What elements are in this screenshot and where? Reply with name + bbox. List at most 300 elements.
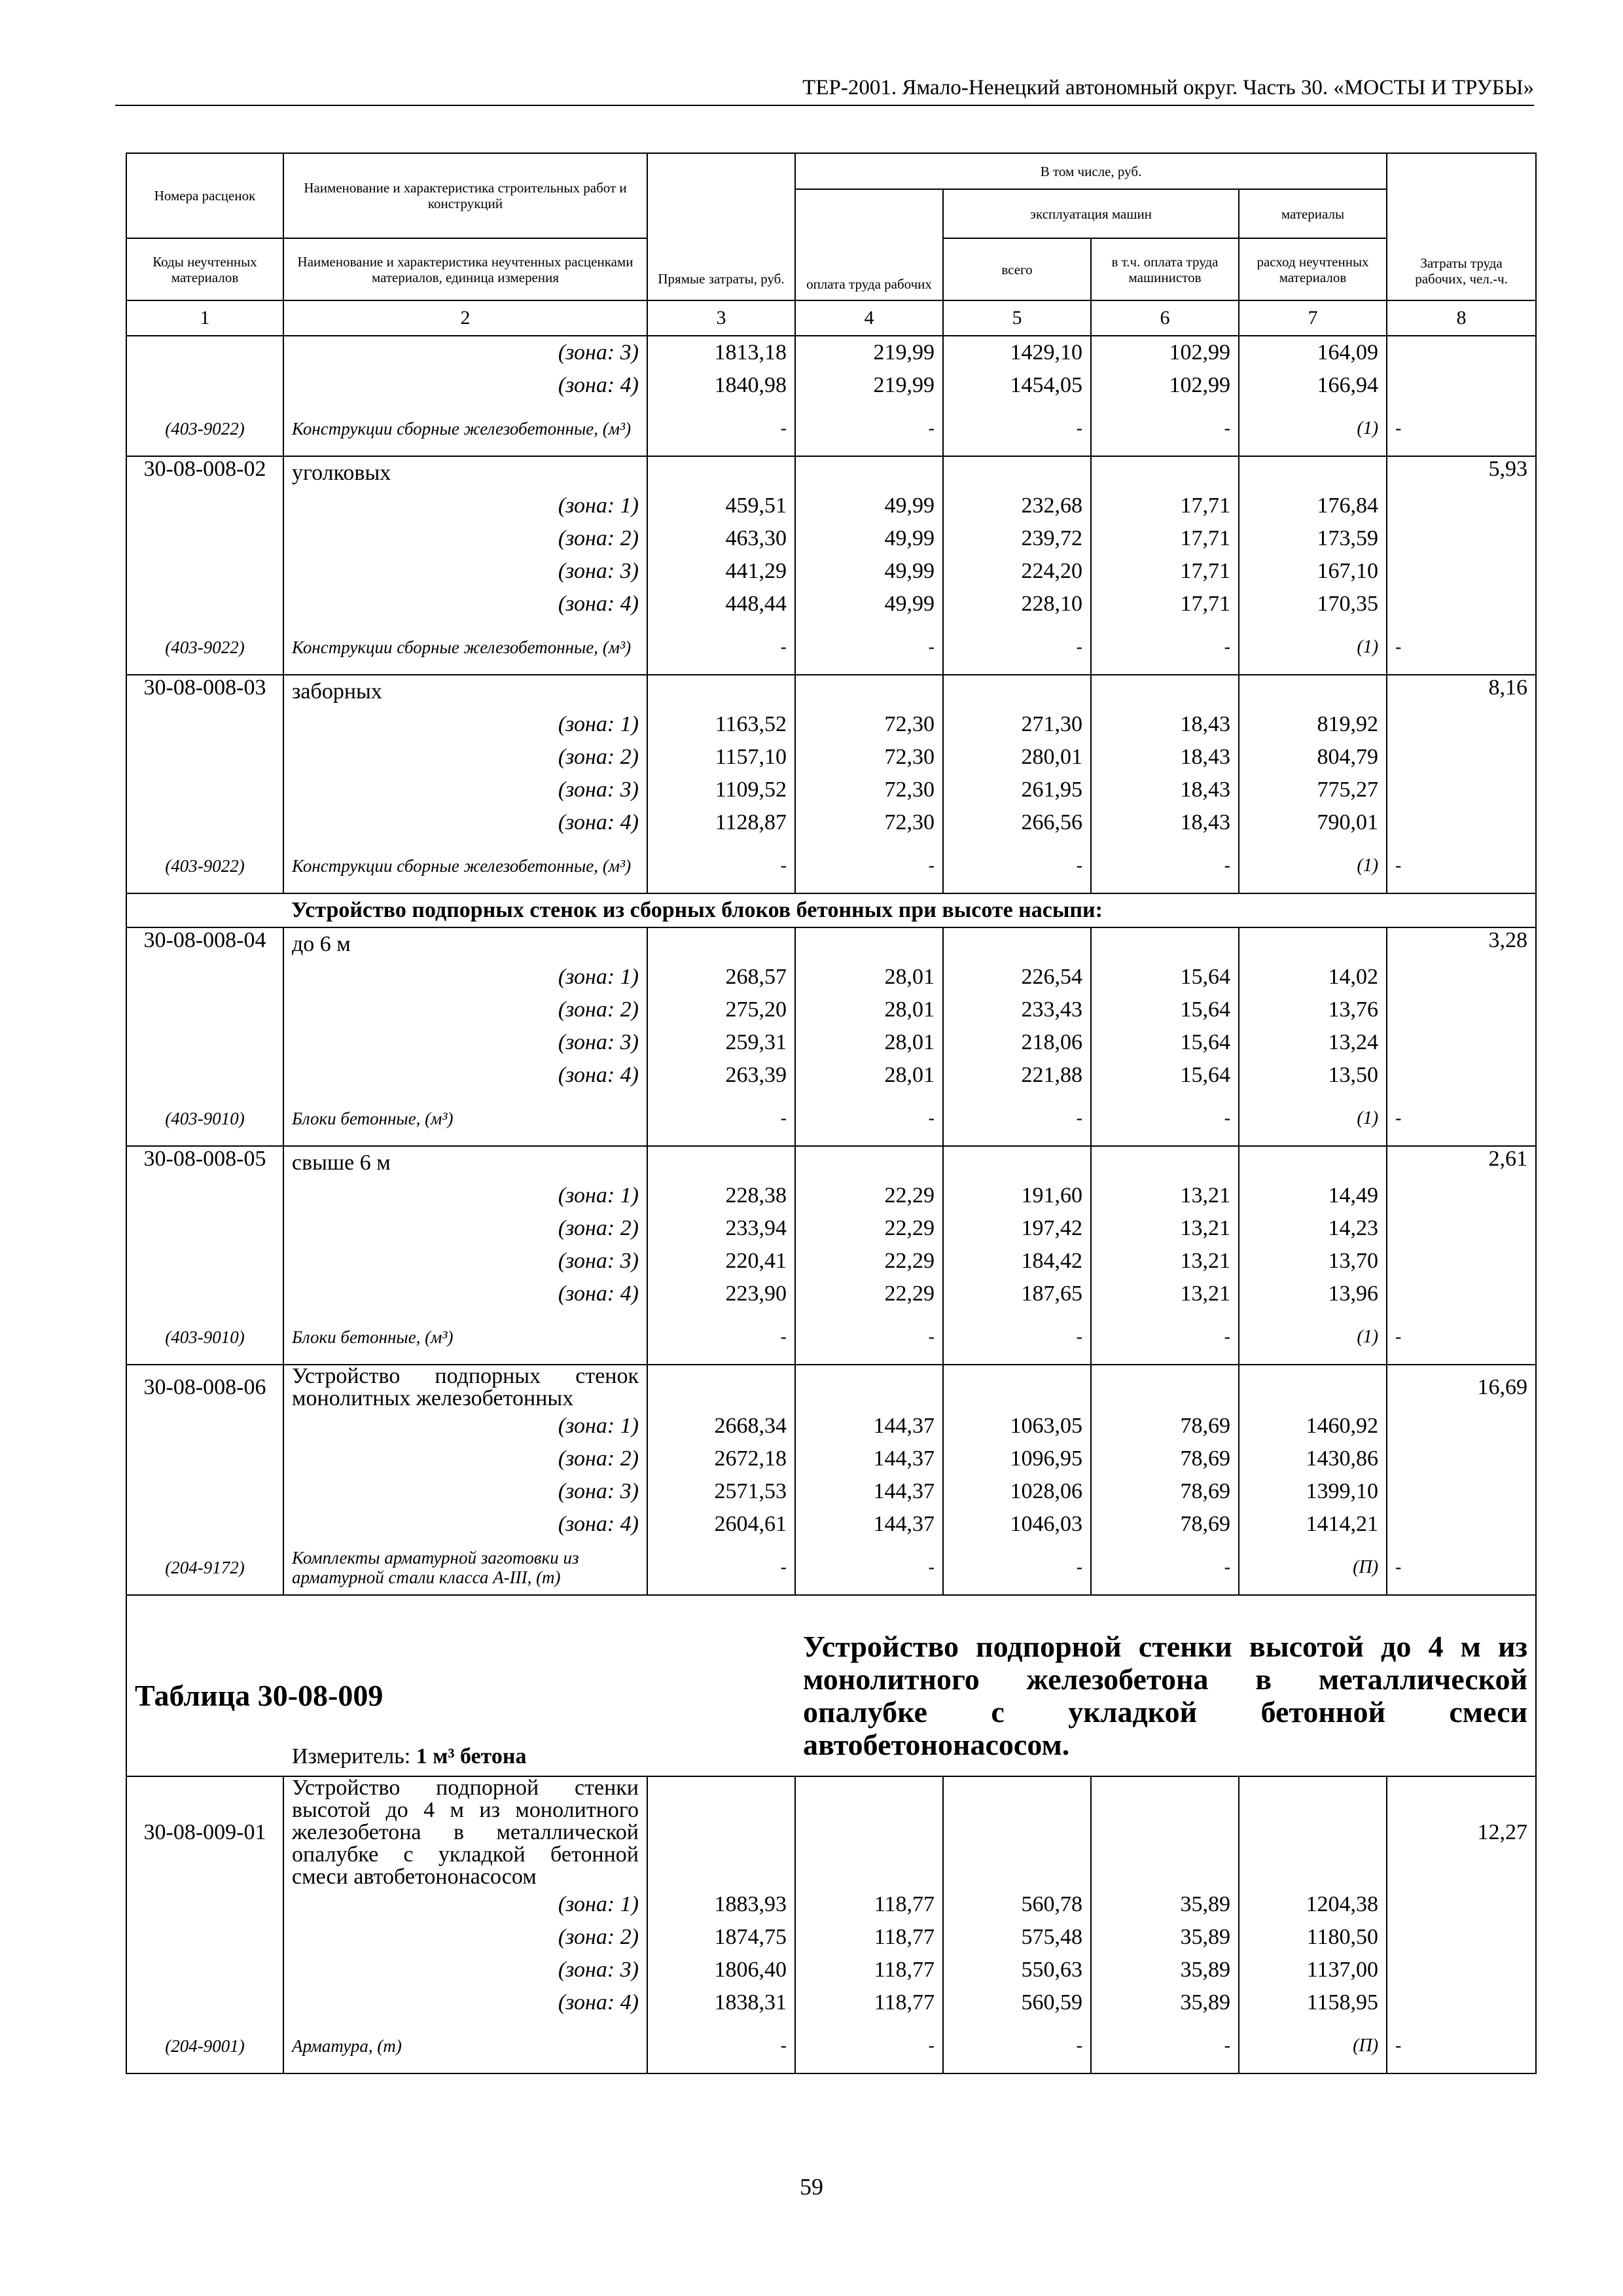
materials-cost: 166,94 xyxy=(1239,369,1387,402)
materials-cost: 1158,95 xyxy=(1239,1986,1387,2019)
machinist-pay: 15,64 xyxy=(1091,994,1239,1026)
zone-label: (зона: 1) xyxy=(283,961,647,994)
header-rule xyxy=(115,105,1534,106)
materials-cost: 13,76 xyxy=(1239,994,1387,1026)
direct-cost: 1840,98 xyxy=(647,369,795,402)
material-dash: - xyxy=(647,1541,795,1595)
column-number: 4 xyxy=(795,300,943,336)
worker-pay: 144,37 xyxy=(795,1410,943,1443)
table-head xyxy=(126,153,1536,336)
materials-cost: 1430,86 xyxy=(1239,1443,1387,1475)
material-value: (1) xyxy=(1239,1092,1387,1146)
worker-pay: 28,01 xyxy=(795,961,943,994)
materials-cost: 176,84 xyxy=(1239,490,1387,522)
material-row xyxy=(126,1541,1536,1595)
machinist-pay: 78,69 xyxy=(1091,1410,1239,1443)
rate-row xyxy=(126,927,1536,961)
material-dash: - xyxy=(943,1092,1091,1146)
machines-total: 560,78 xyxy=(943,1888,1091,1921)
materials-cost: 13,70 xyxy=(1239,1245,1387,1278)
col-5-header: всего xyxy=(943,238,1091,300)
materials-cost: 167,10 xyxy=(1239,555,1387,588)
machines-total: 218,06 xyxy=(943,1026,1091,1059)
zone-label: (зона: 3) xyxy=(283,555,647,588)
machines-total: 1028,06 xyxy=(943,1475,1091,1508)
measure-label: Измеритель: xyxy=(292,1744,411,1768)
material-name: Конструкции сборные железобетонные, (м³) xyxy=(283,620,647,675)
materials-cost: 164,09 xyxy=(1239,336,1387,369)
zone-row xyxy=(126,336,1536,369)
material-name: Конструкции сборные железобетонные, (м³) xyxy=(283,839,647,893)
machinist-pay: 78,69 xyxy=(1091,1508,1239,1541)
zone-row xyxy=(126,1954,1536,1986)
direct-cost: 1874,75 xyxy=(647,1921,795,1954)
direct-cost: 1109,52 xyxy=(647,774,795,806)
direct-cost: 223,90 xyxy=(647,1278,795,1310)
machinist-pay: 78,69 xyxy=(1091,1443,1239,1475)
worker-pay: 22,29 xyxy=(795,1179,943,1212)
materials-cost: 1137,00 xyxy=(1239,1954,1387,1986)
zone-row xyxy=(126,1410,1536,1443)
material-dash: - xyxy=(1387,1092,1536,1146)
labor-cost: 12,27 xyxy=(1387,1776,1536,1888)
materials-cost: 14,49 xyxy=(1239,1179,1387,1212)
rate-name: Устройство подпорных стенок монолитных железобетонных xyxy=(283,1365,647,1410)
machinist-pay: 17,71 xyxy=(1091,490,1239,522)
materials-cost: 14,23 xyxy=(1239,1212,1387,1245)
material-dash: - xyxy=(1091,1092,1239,1146)
machines-total: 232,68 xyxy=(943,490,1091,522)
direct-cost: 2668,34 xyxy=(647,1410,795,1443)
material-code: (403-9022) xyxy=(126,402,283,456)
zone-label: (зона: 3) xyxy=(283,1026,647,1059)
direct-cost: 1806,40 xyxy=(647,1954,795,1986)
zone-label: (зона: 4) xyxy=(283,1986,647,2019)
col-4-header: оплата труда рабочих xyxy=(795,189,943,300)
machinist-pay: 13,21 xyxy=(1091,1278,1239,1310)
machinist-pay: 35,89 xyxy=(1091,1954,1239,1986)
worker-pay: 72,30 xyxy=(795,741,943,774)
material-dash: - xyxy=(795,1541,943,1595)
material-dash: - xyxy=(1091,839,1239,893)
material-row xyxy=(126,402,1536,456)
worker-pay: 118,77 xyxy=(795,1954,943,1986)
zone-label: (зона: 2) xyxy=(283,994,647,1026)
machines-total: 1429,10 xyxy=(943,336,1091,369)
material-value: (1) xyxy=(1239,620,1387,675)
rate-row xyxy=(126,1146,1536,1179)
machinist-pay: 35,89 xyxy=(1091,1888,1239,1921)
column-number: 1 xyxy=(126,300,283,336)
machines-header: эксплуатация машин xyxy=(943,189,1239,238)
col-2-bottom-header: Наименование и характеристика неучтенных расценками материалов, единица измерения xyxy=(283,238,647,300)
direct-cost: 459,51 xyxy=(647,490,795,522)
machines-total: 187,65 xyxy=(943,1278,1091,1310)
material-value: (П) xyxy=(1239,2019,1387,2073)
material-name: Арматура, (т) xyxy=(283,2019,647,2073)
zone-label: (зона: 4) xyxy=(283,369,647,402)
worker-pay: 22,29 xyxy=(795,1245,943,1278)
worker-pay: 219,99 xyxy=(795,369,943,402)
worker-pay: 49,99 xyxy=(795,490,943,522)
worker-pay: 144,37 xyxy=(795,1475,943,1508)
material-value: (1) xyxy=(1239,839,1387,893)
worker-pay: 28,01 xyxy=(795,1059,943,1092)
material-dash: - xyxy=(943,2019,1091,2073)
machinist-pay: 35,89 xyxy=(1091,1986,1239,2019)
section-title: Устройство подпорных стенок из сборных блоков бетонных при высоте насыпи: xyxy=(283,893,1536,927)
zone-row xyxy=(126,369,1536,402)
zone-label: (зона: 3) xyxy=(283,336,647,369)
zone-row xyxy=(126,1986,1536,2019)
material-row xyxy=(126,2019,1536,2073)
worker-pay: 118,77 xyxy=(795,1921,943,1954)
machines-total: 233,43 xyxy=(943,994,1091,1026)
zone-label: (зона: 2) xyxy=(283,741,647,774)
machines-total: 550,63 xyxy=(943,1954,1091,1986)
material-dash: - xyxy=(795,1092,943,1146)
zone-row xyxy=(126,1245,1536,1278)
worker-pay: 28,01 xyxy=(795,1026,943,1059)
labor-cost: 2,61 xyxy=(1387,1146,1536,1179)
material-code: (403-9010) xyxy=(126,1092,283,1146)
material-value: (1) xyxy=(1239,1310,1387,1365)
material-dash: - xyxy=(647,1310,795,1365)
zone-label: (зона: 3) xyxy=(283,1475,647,1508)
machinist-pay: 102,99 xyxy=(1091,369,1239,402)
rate-name: заборных xyxy=(283,675,647,708)
materials-cost: 13,24 xyxy=(1239,1026,1387,1059)
material-dash: - xyxy=(943,839,1091,893)
machinist-pay: 35,89 xyxy=(1091,1921,1239,1954)
materials-cost: 13,96 xyxy=(1239,1278,1387,1310)
zone-row xyxy=(126,1888,1536,1921)
material-value: (1) xyxy=(1239,402,1387,456)
material-dash: - xyxy=(943,402,1091,456)
zone-row xyxy=(126,1179,1536,1212)
material-code: (403-9022) xyxy=(126,839,283,893)
machines-total: 228,10 xyxy=(943,588,1091,620)
zone-row xyxy=(126,994,1536,1026)
zone-row xyxy=(126,741,1536,774)
zone-row xyxy=(126,588,1536,620)
machines-total: 261,95 xyxy=(943,774,1091,806)
machines-total: 184,42 xyxy=(943,1245,1091,1278)
zone-label: (зона: 3) xyxy=(283,774,647,806)
material-dash: - xyxy=(1387,402,1536,456)
zone-label: (зона: 4) xyxy=(283,1278,647,1310)
col-2-top-header: Наименование и характеристика строительных работ и конструкций xyxy=(283,153,647,238)
direct-cost: 463,30 xyxy=(647,522,795,555)
rate-name: до 6 м xyxy=(283,927,647,961)
machinist-pay: 17,71 xyxy=(1091,522,1239,555)
material-dash: - xyxy=(1387,839,1536,893)
material-name: Конструкции сборные железобетонные, (м³) xyxy=(283,402,647,456)
col-7-header: расход неучтенных материалов xyxy=(1239,238,1387,300)
material-name: Блоки бетонные, (м³) xyxy=(283,1092,647,1146)
material-dash: - xyxy=(647,1092,795,1146)
running-header: ТЕР-2001. Ямало-Ненецкий автономный округ. Часть 30. «МОСТЫ И ТРУБЫ» xyxy=(802,76,1534,99)
machines-total: 271,30 xyxy=(943,708,1091,741)
measure-value: 1 м³ бетона xyxy=(416,1744,527,1768)
material-dash: - xyxy=(1387,620,1536,675)
machinist-pay: 102,99 xyxy=(1091,336,1239,369)
section-heading xyxy=(126,893,1536,927)
material-dash: - xyxy=(1091,2019,1239,2073)
table-body-3 xyxy=(126,1776,1536,2073)
worker-pay: 72,30 xyxy=(795,806,943,839)
material-dash: - xyxy=(1091,402,1239,456)
rate-code: 30-08-008-04 xyxy=(126,927,283,961)
machinist-pay: 15,64 xyxy=(1091,1026,1239,1059)
material-row xyxy=(126,1092,1536,1146)
materials-cost: 775,27 xyxy=(1239,774,1387,806)
zone-row xyxy=(126,961,1536,994)
table-30-08-009-heading xyxy=(126,1595,1536,1776)
materials-cost: 804,79 xyxy=(1239,741,1387,774)
material-dash: - xyxy=(795,2019,943,2073)
material-name: Комплекты арматурной заготовки из арматурной стали класса А-III, (т) xyxy=(283,1541,647,1595)
labor-cost: 3,28 xyxy=(1387,927,1536,961)
column-number: 5 xyxy=(943,300,1091,336)
zone-label: (зона: 2) xyxy=(283,1212,647,1245)
rate-row xyxy=(126,1365,1536,1410)
zone-label: (зона: 4) xyxy=(283,806,647,839)
material-dash: - xyxy=(1091,1541,1239,1595)
materials-cost: 1204,38 xyxy=(1239,1888,1387,1921)
zone-row xyxy=(126,1026,1536,1059)
machines-total: 280,01 xyxy=(943,741,1091,774)
material-dash: - xyxy=(647,620,795,675)
measure xyxy=(292,1744,527,1769)
zone-row xyxy=(126,1059,1536,1092)
materials-cost: 170,35 xyxy=(1239,588,1387,620)
material-dash: - xyxy=(1387,2019,1536,2073)
rate-row xyxy=(126,675,1536,708)
materials-cost: 790,01 xyxy=(1239,806,1387,839)
zone-label: (зона: 2) xyxy=(283,522,647,555)
machines-total: 560,59 xyxy=(943,1986,1091,2019)
direct-cost: 441,29 xyxy=(647,555,795,588)
zone-row xyxy=(126,806,1536,839)
rate-name: свыше 6 м xyxy=(283,1146,647,1179)
material-dash: - xyxy=(1091,1310,1239,1365)
material-dash: - xyxy=(647,839,795,893)
material-dash: - xyxy=(795,1310,943,1365)
machines-total: 191,60 xyxy=(943,1179,1091,1212)
material-row xyxy=(126,1310,1536,1365)
machinist-pay: 18,43 xyxy=(1091,741,1239,774)
rate-name: уголковых xyxy=(283,456,647,490)
zone-label: (зона: 2) xyxy=(283,1443,647,1475)
direct-cost: 1128,87 xyxy=(647,806,795,839)
direct-cost: 220,41 xyxy=(647,1245,795,1278)
col-1-bottom-header: Коды неучтенных материалов xyxy=(126,238,283,300)
rate-row xyxy=(126,1776,1536,1888)
zone-label: (зона: 3) xyxy=(283,1245,647,1278)
materials-cost: 1460,92 xyxy=(1239,1410,1387,1443)
worker-pay: 28,01 xyxy=(795,994,943,1026)
machinist-pay: 78,69 xyxy=(1091,1475,1239,1508)
materials-cost: 1399,10 xyxy=(1239,1475,1387,1508)
zone-label: (зона: 4) xyxy=(283,1508,647,1541)
zone-label: (зона: 1) xyxy=(283,1410,647,1443)
rate-code: 30-08-008-05 xyxy=(126,1146,283,1179)
material-row xyxy=(126,839,1536,893)
material-name: Блоки бетонные, (м³) xyxy=(283,1310,647,1365)
machinist-pay: 13,21 xyxy=(1091,1212,1239,1245)
zone-label: (зона: 1) xyxy=(283,1179,647,1212)
machinist-pay: 18,43 xyxy=(1091,708,1239,741)
materials-cost: 14,02 xyxy=(1239,961,1387,994)
material-dash: - xyxy=(1387,1310,1536,1365)
zone-label: (зона: 1) xyxy=(283,708,647,741)
machinist-pay: 15,64 xyxy=(1091,961,1239,994)
column-number: 7 xyxy=(1239,300,1387,336)
direct-cost: 1838,31 xyxy=(647,1986,795,2019)
zone-row xyxy=(126,1475,1536,1508)
column-number: 6 xyxy=(1091,300,1239,336)
material-dash: - xyxy=(943,1541,1091,1595)
zone-label: (зона: 1) xyxy=(283,490,647,522)
zone-label: (зона: 2) xyxy=(283,1921,647,1954)
machinist-pay: 17,71 xyxy=(1091,555,1239,588)
table-title: Таблица 30-08-009 xyxy=(135,1679,383,1712)
zone-row xyxy=(126,1278,1536,1310)
materials-cost: 173,59 xyxy=(1239,522,1387,555)
direct-cost: 275,20 xyxy=(647,994,795,1026)
col-8-header: Затраты труда рабочих, чел.-ч. xyxy=(1387,153,1536,300)
machines-total: 575,48 xyxy=(943,1921,1091,1954)
direct-cost: 228,38 xyxy=(647,1179,795,1212)
labor-cost: 5,93 xyxy=(1387,456,1536,490)
price-table xyxy=(126,152,1537,2074)
direct-cost: 233,94 xyxy=(647,1212,795,1245)
direct-cost: 2571,53 xyxy=(647,1475,795,1508)
column-number: 8 xyxy=(1387,300,1536,336)
column-number-row xyxy=(126,300,1536,336)
material-code: (204-9001) xyxy=(126,2019,283,2073)
rate-code: 30-08-009-01 xyxy=(126,1776,283,1888)
zone-row xyxy=(126,1921,1536,1954)
material-dash: - xyxy=(795,839,943,893)
material-code: (403-9010) xyxy=(126,1310,283,1365)
included-header: В том числе, руб. xyxy=(795,153,1387,189)
worker-pay: 118,77 xyxy=(795,1888,943,1921)
labor-cost: 8,16 xyxy=(1387,675,1536,708)
materials-cost: 819,92 xyxy=(1239,708,1387,741)
machines-total: 197,42 xyxy=(943,1212,1091,1245)
machines-total: 221,88 xyxy=(943,1059,1091,1092)
machines-total: 1096,95 xyxy=(943,1443,1091,1475)
material-code: (403-9022) xyxy=(126,620,283,675)
zone-label: (зона: 4) xyxy=(283,588,647,620)
machines-total: 226,54 xyxy=(943,961,1091,994)
column-number: 2 xyxy=(283,300,647,336)
material-value: (П) xyxy=(1239,1541,1387,1595)
table-body-2 xyxy=(126,927,1536,1595)
rate-name: Устройство подпорной стенки высотой до 4 м из монолитного железобетона в металлической опалубке с укладкой бетонной смеси автобетононасосом xyxy=(283,1776,647,1888)
material-dash: - xyxy=(795,402,943,456)
material-dash: - xyxy=(795,620,943,675)
machinist-pay: 15,64 xyxy=(1091,1059,1239,1092)
material-dash: - xyxy=(943,1310,1091,1365)
materials-cost: 1180,50 xyxy=(1239,1921,1387,1954)
direct-cost: 2604,61 xyxy=(647,1508,795,1541)
zone-row xyxy=(126,1508,1536,1541)
direct-cost: 1813,18 xyxy=(647,336,795,369)
direct-cost: 268,57 xyxy=(647,961,795,994)
material-dash: - xyxy=(1091,620,1239,675)
zone-row xyxy=(126,555,1536,588)
material-row xyxy=(126,620,1536,675)
worker-pay: 22,29 xyxy=(795,1278,943,1310)
col-1-top-header: Номера расценок xyxy=(126,153,283,238)
direct-cost: 259,31 xyxy=(647,1026,795,1059)
column-number: 3 xyxy=(647,300,795,336)
worker-pay: 144,37 xyxy=(795,1508,943,1541)
zone-row xyxy=(126,774,1536,806)
direct-cost: 2672,18 xyxy=(647,1443,795,1475)
material-dash: - xyxy=(647,2019,795,2073)
worker-pay: 144,37 xyxy=(795,1443,943,1475)
rate-code: 30-08-008-03 xyxy=(126,675,283,708)
machinist-pay: 13,21 xyxy=(1091,1245,1239,1278)
machinist-pay: 17,71 xyxy=(1091,588,1239,620)
material-code: (204-9172) xyxy=(126,1541,283,1595)
direct-cost: 1163,52 xyxy=(647,708,795,741)
material-dash: - xyxy=(943,620,1091,675)
machines-total: 266,56 xyxy=(943,806,1091,839)
direct-cost: 263,39 xyxy=(647,1059,795,1092)
direct-cost: 448,44 xyxy=(647,588,795,620)
direct-cost: 1883,93 xyxy=(647,1888,795,1921)
rate-row xyxy=(126,456,1536,490)
machinist-pay: 18,43 xyxy=(1091,774,1239,806)
zone-label: (зона: 3) xyxy=(283,1954,647,1986)
worker-pay: 219,99 xyxy=(795,336,943,369)
worker-pay: 72,30 xyxy=(795,774,943,806)
machines-total: 1063,05 xyxy=(943,1410,1091,1443)
machines-total: 1046,03 xyxy=(943,1508,1091,1541)
table-description: Устройство подпорной стенки высотой до 4 м из монолитного железобетона в металлической опалубке с укладкой бетонной смеси автобетононасосом. xyxy=(795,1595,1536,1776)
machines-total: 1454,05 xyxy=(943,369,1091,402)
worker-pay: 22,29 xyxy=(795,1212,943,1245)
material-dash: - xyxy=(1387,1541,1536,1595)
machinist-pay: 18,43 xyxy=(1091,806,1239,839)
page-number: 59 xyxy=(800,2174,823,2200)
zone-label: (зона: 4) xyxy=(283,1059,647,1092)
table-body-1 xyxy=(126,336,1536,893)
machinist-pay: 13,21 xyxy=(1091,1179,1239,1212)
direct-cost: 1157,10 xyxy=(647,741,795,774)
worker-pay: 49,99 xyxy=(795,588,943,620)
machines-total: 224,20 xyxy=(943,555,1091,588)
worker-pay: 72,30 xyxy=(795,708,943,741)
rate-code: 30-08-008-02 xyxy=(126,456,283,490)
zone-row xyxy=(126,490,1536,522)
worker-pay: 49,99 xyxy=(795,555,943,588)
machines-total: 239,72 xyxy=(943,522,1091,555)
rate-code: 30-08-008-06 xyxy=(126,1365,283,1410)
zone-label: (зона: 1) xyxy=(283,1888,647,1921)
materials-cost: 1414,21 xyxy=(1239,1508,1387,1541)
worker-pay: 118,77 xyxy=(795,1986,943,2019)
materials-cost: 13,50 xyxy=(1239,1059,1387,1092)
zone-row xyxy=(126,1212,1536,1245)
zone-row xyxy=(126,708,1536,741)
col-6-header: в т.ч. оплата труда машинистов xyxy=(1091,238,1239,300)
